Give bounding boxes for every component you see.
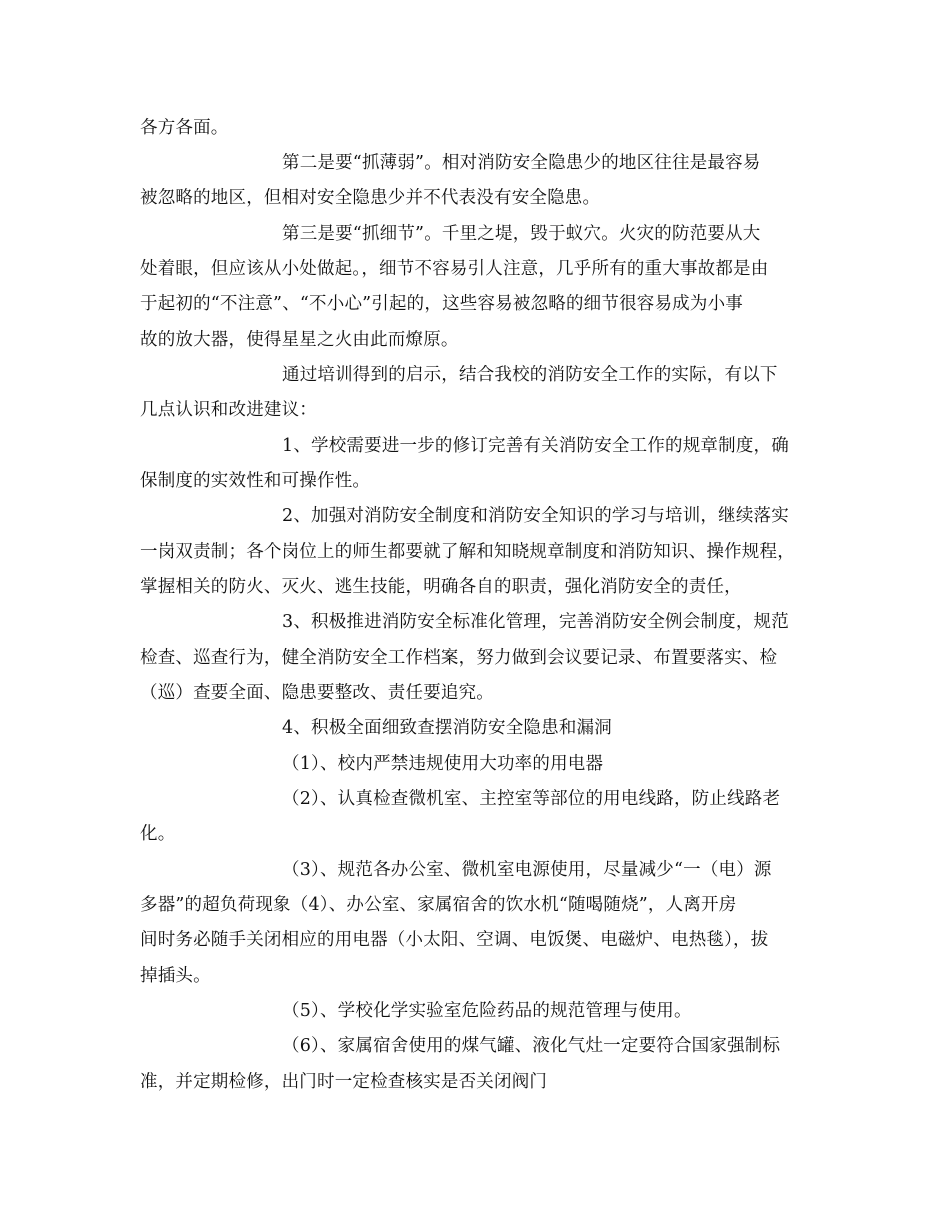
text-line: 故的放大器，使得星星之火由此而燎原。 <box>140 330 459 350</box>
text-line: 第三是要“抓细节”。千里之堤，毁于蚁穴。火灾的防范要从大 <box>282 224 761 244</box>
text-line: 通过培训得到的启示，结合我校的消防安全工作的实际，有以下 <box>282 365 778 385</box>
text-line: 一岗双责制；各个岗位上的师生都要就了解和知晓规章制度和消防知识、操作规程， <box>140 542 795 562</box>
text-line: 被忽略的地区，但相对安全隐患少并不代表没有安全隐患。 <box>140 188 601 208</box>
text-line: 几点认识和改进建议： <box>140 400 317 420</box>
text-line: （2）、认真检查微机室、主控室等部位的用电线路，防止线路老 <box>282 789 781 809</box>
text-line: 第二是要“抓薄弱”。相对消防安全隐患少的地区往往是最容易 <box>282 153 761 173</box>
text-line: 处着眼，但应该从小处做起。，细节不容易引人注意，几乎所有的重大事故都是由 <box>140 259 769 279</box>
text-line: 化。 <box>140 824 176 844</box>
text-line: 掌握相关的防火、灭火、逃生技能，明确各自的职责，强化消防安全的责任， <box>140 577 742 597</box>
text-line: 掉插头。 <box>140 966 211 986</box>
text-line: （3）、规范各办公室、微机室电源使用，尽量减少“一（电）源 <box>282 860 772 880</box>
text-line: 准，并定期检修，出门时一定检查核实是否关闭阀门 <box>140 1072 548 1092</box>
text-line: （1）、校内严禁违规使用大功率的用电器 <box>282 754 604 774</box>
text-line: 各方各面。 <box>140 118 229 138</box>
text-line: 1、学校需要进一步的修订完善有关消防安全工作的规章制度，确 <box>282 436 789 456</box>
text-line: 保制度的实效性和可操作性。 <box>140 471 371 491</box>
text-line: 4、积极全面细致查摆消防安全隐患和漏洞 <box>282 718 612 738</box>
text-line: 3、积极推进消防安全标准化管理，完善消防安全例会制度，规范 <box>282 612 789 632</box>
text-line: 2、加强对消防安全制度和消防安全知识的学习与培训，继续落实 <box>282 506 789 526</box>
text-line: （6）、家属宿舍使用的煤气罐、液化气灶一定要符合国家强制标 <box>282 1036 781 1056</box>
text-line: 于起初的“不注意”、“不小心”引起的，这些容易被忽略的细节很容易成为小事 <box>140 294 743 314</box>
text-line: （巡）查要全面、隐患要整改、责任要追究。 <box>140 683 494 703</box>
text-line: 间时务必随手关闭相应的用电器（小太阳、空调、电饭煲、电磁炉、电热毯），拔 <box>140 930 769 950</box>
text-line: 多器”的超负荷现象（4）、办公室、家属宿舍的饮水机“随喝随烧”，人离开房 <box>140 895 737 915</box>
text-line: （5）、学校化学实验室危险药品的规范管理与使用。 <box>282 1001 692 1021</box>
text-line: 检查、巡查行为，健全消防安全工作档案，努力做到会议要记录、布置要落实、检 <box>140 648 778 668</box>
